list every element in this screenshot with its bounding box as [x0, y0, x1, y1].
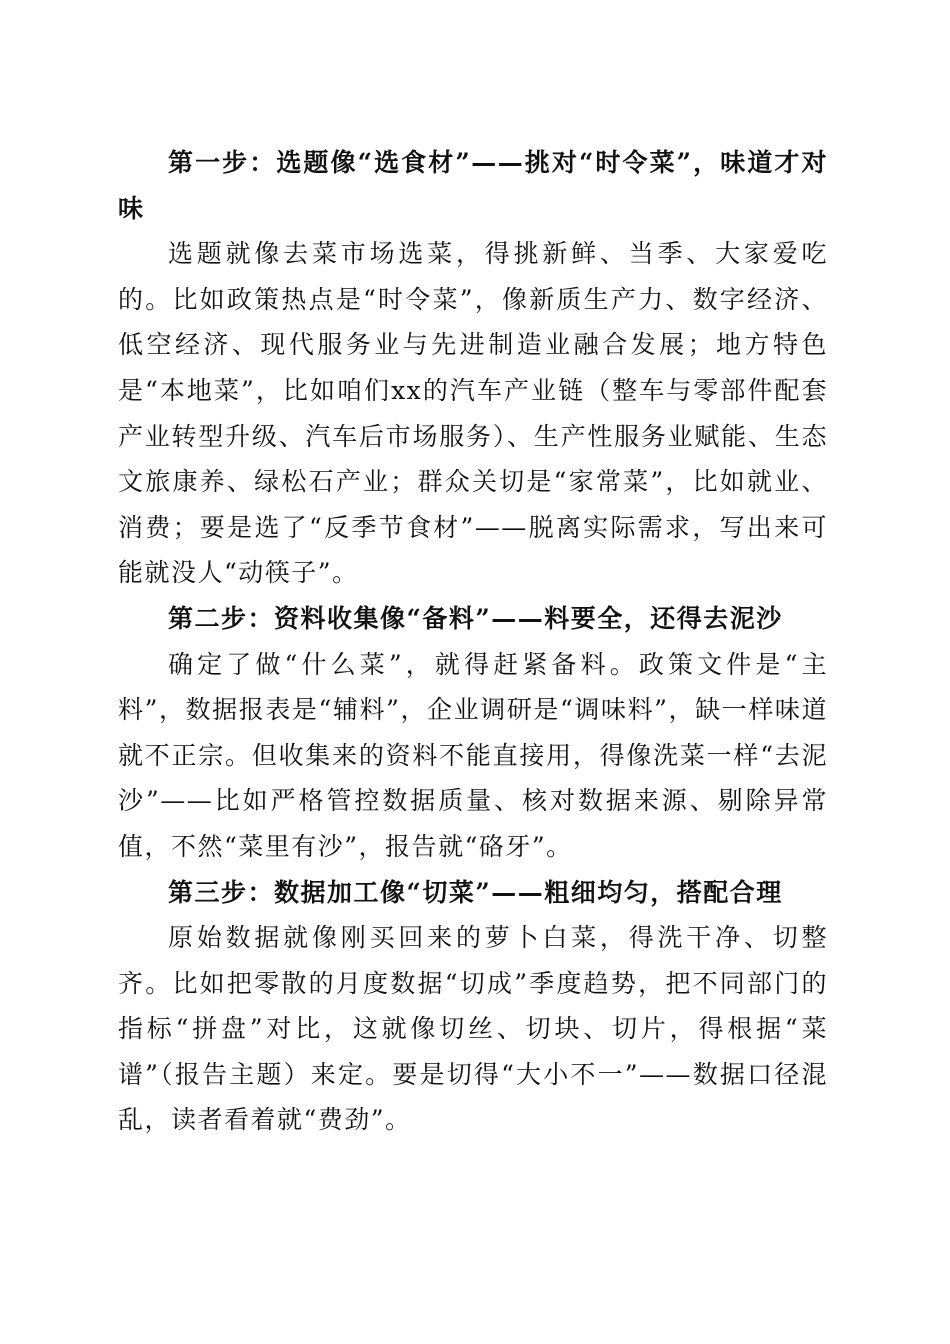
section-1-heading: 第一步：选题像“选食材”——挑对“时令菜”，味道才对味	[118, 148, 828, 223]
section-2-paragraph: 确定了做“什么菜”，就得赶紧备料。政策文件是“主料”，数据报表是“辅料”，企业调研是“调味料”，缺一样味道就不正宗。但收集来的资料不能直接用，得像洗菜一样“去泥沙”——比如严格管控数据质量、核对数据来源、剔除异常值，不然“菜里有沙”，报告就“硌牙”。	[118, 649, 828, 861]
document-body	[118, 140, 828, 1143]
section-3-paragraph: 原始数据就像刚买回来的萝卜白菜，得洗干净、切整齐。比如把零散的月度数据“切成”季度趋势，把不同部门的指标“拼盘”对比，这就像切丝、切块、切片，得根据“菜谱”（报告主题）来定。要是切得“大小不一”——数据口径混乱，读者看着就“费劲”。	[118, 923, 828, 1135]
section-1-paragraph: 选题就像去菜市场选菜，得挑新鲜、当季、大家爱吃的。比如政策热点是“时令菜”，像新质生产力、数字经济、低空经济、现代服务业与先进制造业融合发展；地方特色是“本地菜”，比如咱们xx的汽车产业链（整车与零部件配套产业转型升级、汽车后市场服务）、生产性服务业赋能、生态文旅康养、绿松石产业；群众关切是“家常菜”，比如就业、消费；要是选了“反季节食材”——脱离实际需求，写出来可能就没人“动筷子”。	[118, 239, 828, 588]
section-2-heading: 第二步：资料收集像“备料”——料要全，还得去泥沙	[168, 603, 783, 633]
section-3-heading: 第三步：数据加工像“切菜”——粗细均匀，搭配合理	[168, 877, 783, 907]
